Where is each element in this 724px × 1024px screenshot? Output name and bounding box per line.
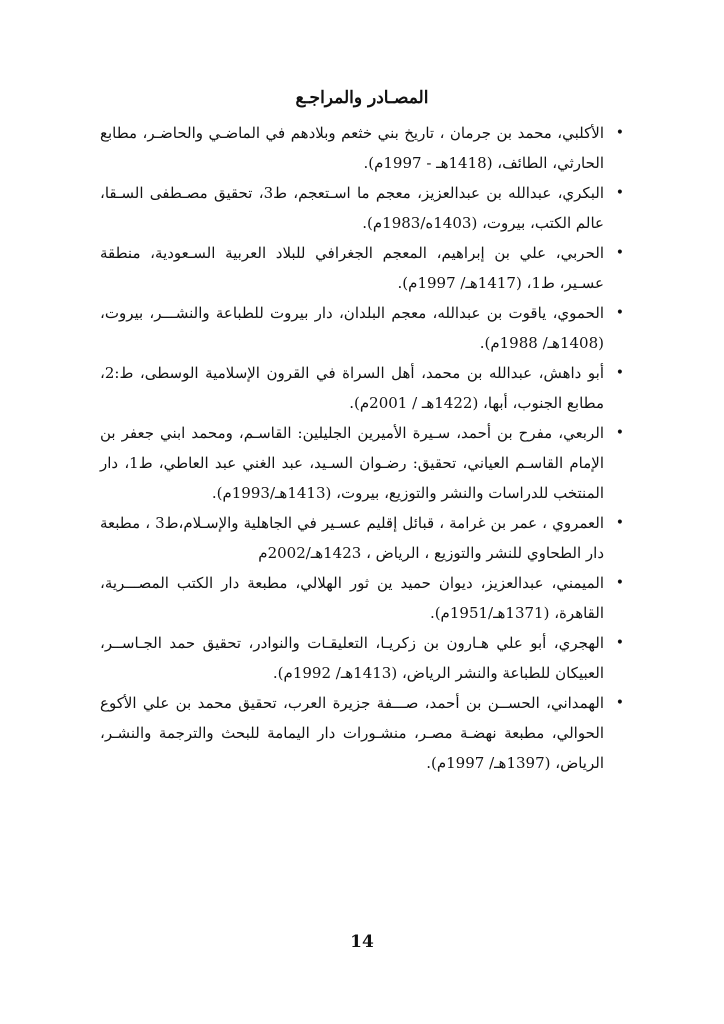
bullet-icon: • [615,305,624,321]
bullet-icon: • [615,125,624,141]
reference-text: الربعي، مفرح بن أحمد، سـيرة الأميرين الجليلين: القاسـم، ومحمد ابني جعفر بن الإمام القاسـم العياني، تحقيق: رضـوان السـيد، عبد الغني عبد العاطي، ط1، دار المنتخب للدراسات والنشر والتوزيع، بيروت، (1413هـ/1993م). [100,424,604,502]
reference-item [100,178,624,238]
reference-item [100,628,624,688]
reference-text: الهمداني، الحســن بن أحمد، صـــفة جزيرة العرب، تحقيق محمد بن علي الأكوع الحوالي، مطبعة نهضـة مصـر، منشـورات دار اليمامة للبحث والترجمة والنشـر، الرياض، (1397هـ/ 1997م). [100,694,604,772]
reference-text: البكري، عبدالله بن عبدالعزيز، معجم ما اسـتعجم، ط3، تحقيق مصـطفى السـقا، عالم الكتب، بيروت، (1403ه/1983م). [100,184,604,232]
bullet-icon: • [615,245,624,261]
reference-text: الحموي، ياقوت بن عبدالله، معجم البلدان، دار بيروت للطباعة والنشـــر، بيروت، (1408هـ/ 1988م). [100,304,604,352]
reference-text: الأكلبي، محمد بن جرمان ، تاريخ بني خثعم وبلادهم في الماضـي والحاضـر، مطابع الحارثي، الطائف، (1418هـ - 1997م). [100,124,604,172]
bullet-icon: • [615,575,624,591]
bullet-icon: • [615,635,624,651]
reference-item [100,418,624,508]
reference-item [100,688,624,778]
reference-text: الهجري، أبو علي هـارون بن زكريـا، التعليقـات والنوادر، تحقيق حمد الجـاســر، العبيكان للطباعة والنشر الرياض، (1413هـ/ 1992م). [100,634,604,682]
reference-item [100,508,624,568]
reference-text: العمروي ، عمر بن غرامة ، قبائل إقليم عسـير في الجاهلية والإسـلام،ط3 ، مطبعة دار الطحاوي للنشر والتوزيع ، الرياض ، 1423هـ/2002م [100,514,604,562]
bullet-icon: • [615,515,624,531]
reference-item [100,568,624,628]
reference-item [100,358,624,418]
reference-text: الحربي، علي بن إبراهيم، المعجم الجغرافي للبلاد العربية السـعودية، منطقة عسـير، ط1، (1417هـ/ 1997م). [100,244,604,292]
reference-item [100,118,624,178]
reference-list [100,118,624,778]
bullet-icon: • [615,185,624,201]
reference-item [100,238,624,298]
reference-item [100,298,624,358]
reference-text: أبو داهش، عبدالله بن محمد، أهل السراة في القرون الإسلامية الوسطى، ط:2، مطابع الجنوب، أبها، (1422هـ / 2001م). [100,364,604,412]
bullet-icon: • [615,365,624,381]
page-title: المصـادر والمراجـع [295,88,429,108]
bullet-icon: • [615,425,624,441]
reference-text: الميمني، عبدالعزيز، ديوان حميد ين ثور الهلالي، مطبعة دار الكتب المصـــرية، القاهرة، (1371هـ/1951م). [100,574,604,622]
page-number: 14 [350,932,374,952]
bullet-icon: • [615,695,624,711]
